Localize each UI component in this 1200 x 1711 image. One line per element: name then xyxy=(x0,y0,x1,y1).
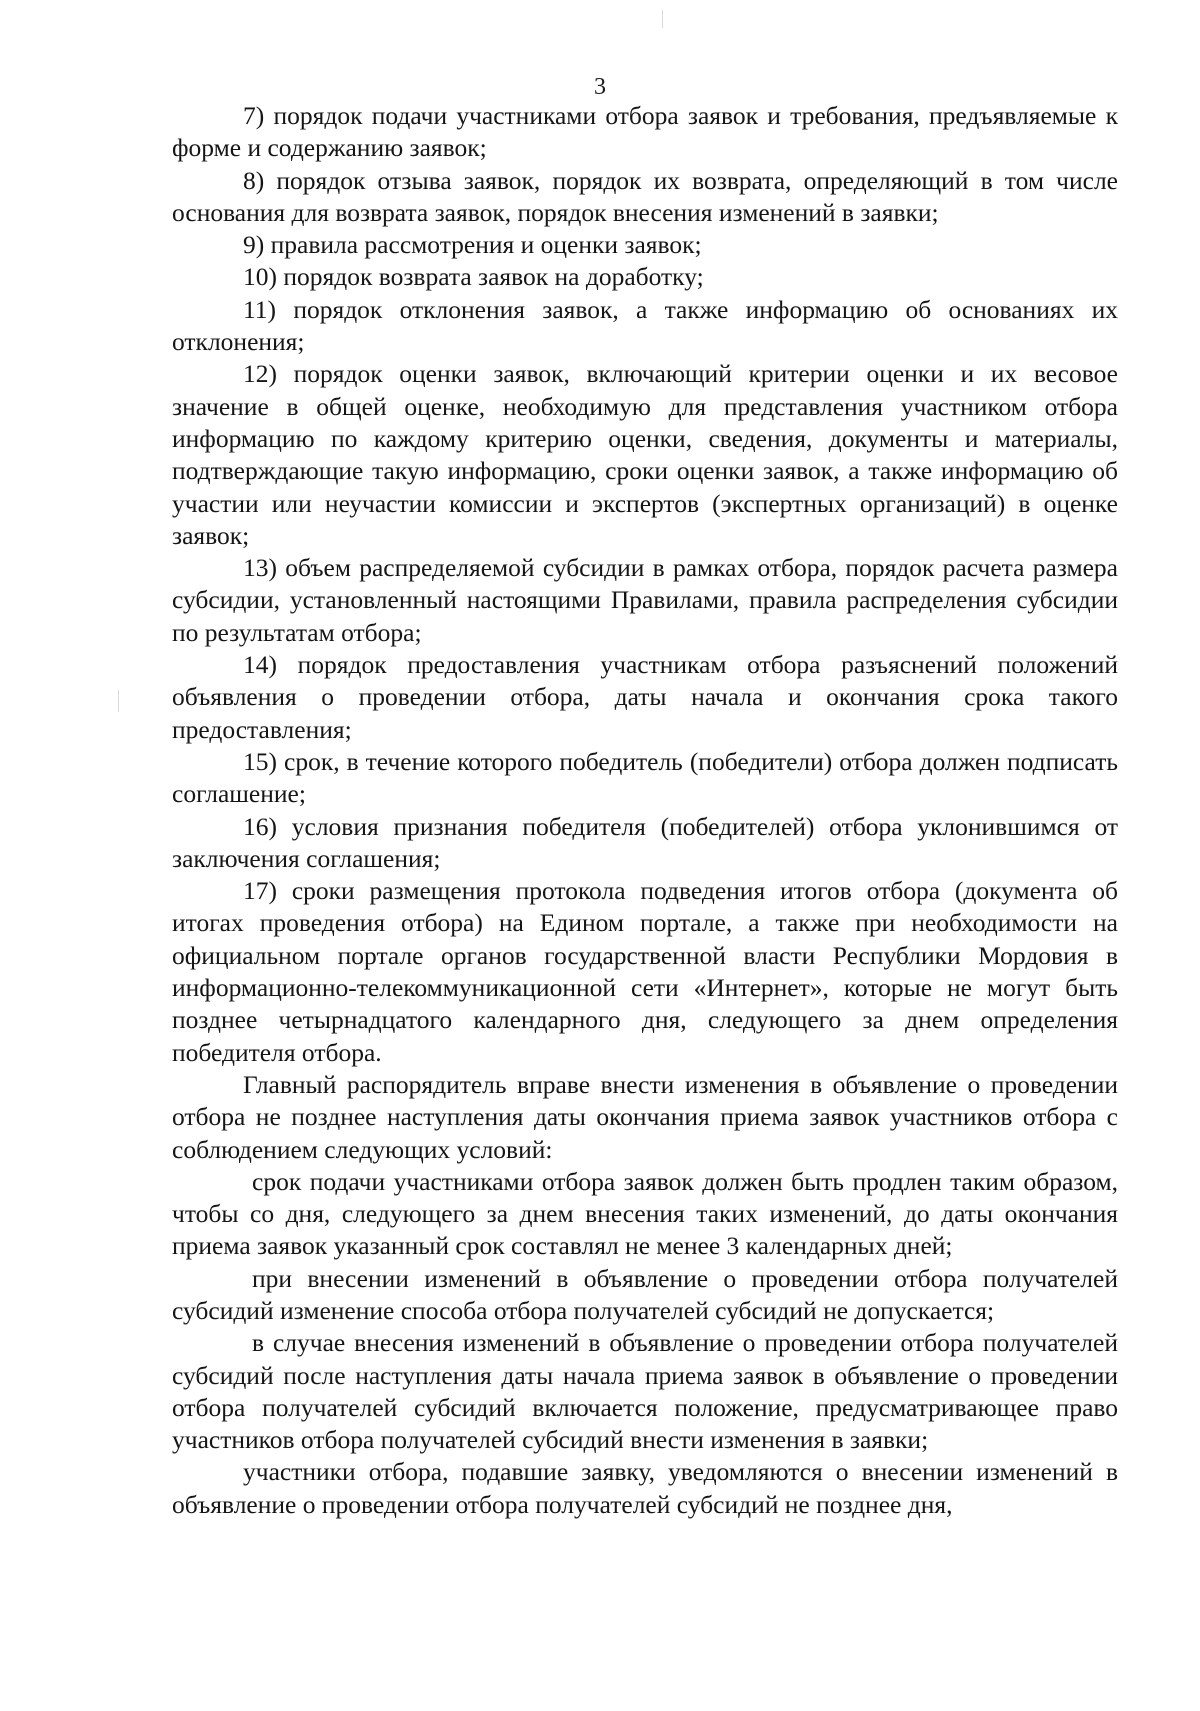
scan-artifact-top xyxy=(662,10,663,28)
list-item-10: 10) порядок возврата заявок на доработку; xyxy=(243,262,704,292)
paragraph-notification: участники отбора, подавшие заявку, уведомляются о внесении изменений в объявление о проведении отбора получателей субсидий не позднее дня, xyxy=(172,1457,1118,1519)
list-item-14: 14) порядок предоставления участникам отбора разъяснений положений объявления о проведении отбора, даты начала и окончания срока такого предоставления; xyxy=(172,650,1118,744)
list-item-17: 17) сроки размещения протокола подведения итогов отбора (документа об итогах проведения отбора) на Едином портале, а также при необходимости на официальном портале органов государственной власти Республики Мордовия в информационно-телекоммуникационной сети «Интернет», которые не могут быть позднее четырнадцатого календарного дня, следующего за днем определения победителя отбора. xyxy=(172,876,1118,1067)
list-item-13: 13) объем распределяемой субсидии в рамках отбора, порядок расчета размера субсидии, установленный настоящими Правилами, правила распределения субсидии по результатам отбора; xyxy=(172,553,1118,647)
list-item-12: 12) порядок оценки заявок, включающий критерии оценки и их весовое значение в общей оценке, необходимую для представления участником отбора информацию по каждому критерию оценки, сведения, документы и материалы, подтверждающие такую информацию, сроки оценки заявок, а также информацию об участии или неучастии комиссии и экспертов (экспертных организаций) в оценке заявок; xyxy=(172,359,1118,550)
paragraph-condition-changes: в случае внесения изменений в объявление о проведении отбора получателей субсидий после наступления даты начала приема заявок в объявление о проведении отбора получателей субсидий включается положение, предусматривающее право участников отбора получателей субсидий внести изменения в заявки; xyxy=(172,1328,1118,1455)
paragraph-amendment-rule: Главный распорядитель вправе внести изменения в объявление о проведении отбора не позднее наступления даты окончания приема заявок участников отбора с соблюдением следующих условий: xyxy=(172,1069,1118,1164)
list-item-9: 9) правила рассмотрения и оценки заявок; xyxy=(243,230,702,260)
paragraph-condition-extension: срок подачи участниками отбора заявок должен быть продлен таким образом, чтобы со дня, следующего за днем внесения таких изменений, до даты окончания приема заявок указанный срок составлял не менее 3 календарных дней; xyxy=(172,1166,1118,1261)
list-item-15: 15) срок, в течение которого победитель (победители) отбора должен подписать соглашение; xyxy=(172,746,1118,809)
list-item-8: 8) порядок отзыва заявок, порядок их возврата, определяющий в том числе основания для возврата заявок, порядок внесения изменений в заявки; xyxy=(172,165,1118,227)
list-item-11: 11) порядок отклонения заявок, а также информацию об основаниях их отклонения; xyxy=(172,294,1118,357)
list-item-16: 16) условия признания победителя (победителей) отбора уклонившимся от заключения соглашения; xyxy=(172,811,1118,873)
document-body xyxy=(172,100,1118,1521)
scan-artifact-left xyxy=(118,690,119,712)
paragraph-condition-method: при внесении изменений в объявление о проведении отбора получателей субсидий изменение способа отбора получателей субсидий не допускается; xyxy=(172,1263,1118,1325)
list-item-7: 7) порядок подачи участниками отбора заявок и требования, предъявляемые к форме и содержанию заявок; xyxy=(172,101,1118,163)
page-number: 3 xyxy=(594,74,606,100)
